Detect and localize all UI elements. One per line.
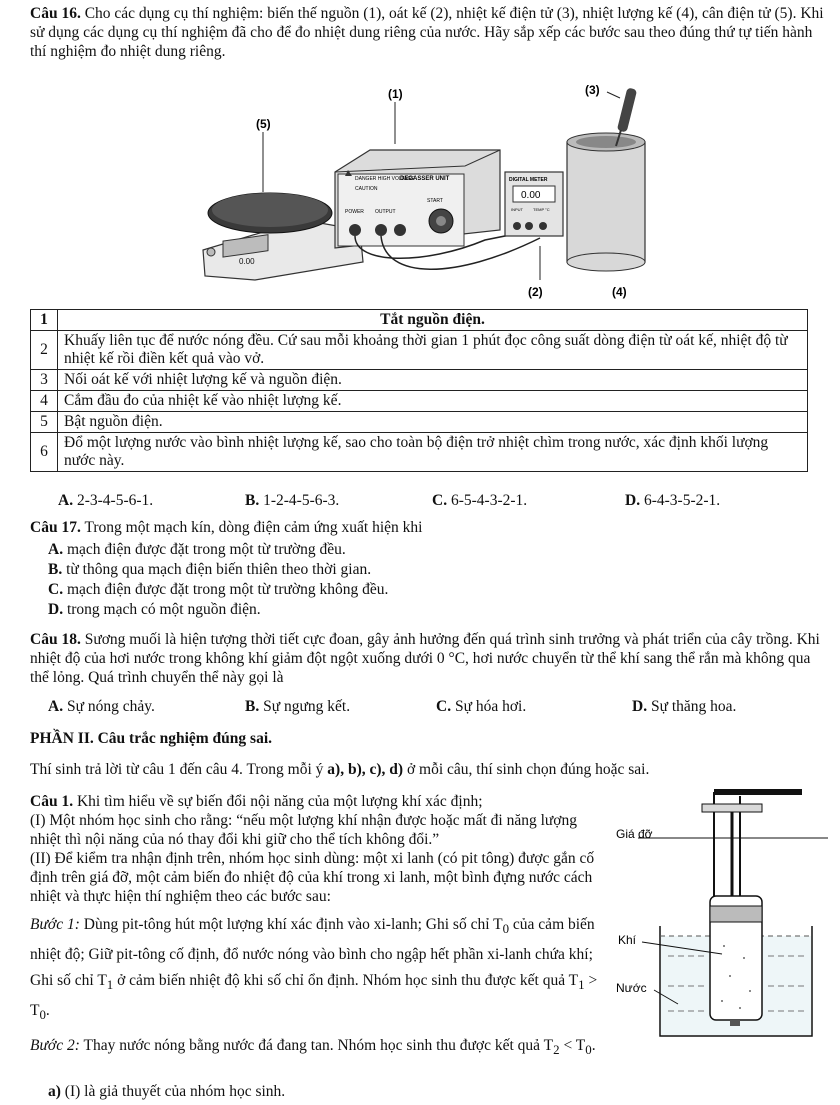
step1-text-d: > T [30,972,598,1020]
option-text: Sự hóa hơi. [454,698,527,715]
caution-label: CAUTION [355,186,378,192]
step-text: Nối oát kế với nhiệt lượng kế và nguồn điện. [58,370,808,391]
output-label: OUTPUT [375,209,396,215]
q1-step2 [30,1034,600,1062]
option-key: D. [632,698,648,715]
step2-text-a: Thay nước nóng bằng nước đá đang tan. Nhóm học sinh thu được kết quả T [83,1037,554,1055]
step2-label: Bước 2: [30,1037,80,1055]
step-text: Tắt nguồn điện. [58,310,808,331]
q16-option-a[interactable] [58,491,153,510]
q16-label: Câu 16. [30,5,81,22]
scale-display-text: 0.00 [239,257,255,266]
callout-4: (4) [612,285,627,299]
label-gas: Khí [618,933,637,947]
option-key: C. [48,581,64,598]
item-text: (I) là giả thuyết của nhóm học sinh. [64,1083,286,1100]
table-row [31,310,808,331]
step-number: 4 [31,391,58,412]
step-text: Bật nguồn điện. [58,412,808,433]
q1-setup: (II) Để kiểm tra nhận định trên, nhóm học sinh dùng: một xi lanh (có pit tông) được gắn cố định trên giá đỡ, một cảm biến đo nhiệt độ của khí trong xi lanh, một bình đựng nước cách nhiệt và thực hiện thí nghiệm theo các bước sau: [30,850,595,905]
table-row [31,412,808,433]
step-number: 6 [31,433,58,472]
table-row [31,370,808,391]
q17-text: Trong một mạch kín, dòng điện cảm ứng xuất hiện khi [84,519,423,536]
q1-body [30,792,600,1062]
degasser-label: DEGASSER UNIT [400,176,450,182]
part2-intro [30,760,825,779]
option-key: D. [625,492,641,509]
table-row [31,433,808,472]
option-key: C. [432,492,448,509]
option-key: A. [48,698,64,715]
power-label: POWER [345,209,364,215]
option-text: 1-2-4-5-6-3. [263,492,340,509]
option-key: A. [48,541,64,558]
option-key: D. [48,601,64,618]
option-key: C. [436,698,452,715]
callout-5: (5) [256,117,271,131]
q17-option-b[interactable] [48,560,371,579]
q17-stem [30,518,825,537]
q16-steps-table [30,309,808,472]
q1-item-a[interactable] [48,1082,285,1101]
option-key: A. [58,492,74,509]
q18-stem [30,630,825,687]
q1-label: Câu 1. [30,793,74,810]
q18-option-d[interactable] [632,697,736,716]
q18-text: Sương muối là hiện tượng thời tiết cực đoan, gây ảnh hưởng đến quá trình sinh trưởng và phát triển của cây trồng. Khi nhiệt độ của hơi nước trong không khí giảm đột ngột xuống dưới 0 °C, hơi nước chuyển từ thể khí sang thể rắn mà không qua thể lỏng. Quá trình chuyển thể này gọi là [30,631,820,686]
q17-option-a[interactable] [48,540,346,559]
subscript: 1 [578,977,585,993]
step-text: Đổ một lượng nước vào bình nhiệt lượng kế, sao cho toàn bộ điện trở nhiệt chìm trong nước, xác định khối lượng nước này. [58,433,808,472]
q16-option-d[interactable] [625,491,720,510]
step1-text-c: ở cảm biến nhiệt độ khi số chỉ ổn định. Nhóm học sinh thu được kết quả T [113,972,579,990]
q18-label: Câu 18. [30,631,81,648]
step1-label: Bước 1: [30,916,80,933]
option-text: mạch điện được đặt trong một từ trường không đều. [66,581,389,598]
callout-2: (2) [528,285,543,299]
subscript: 0 [39,1007,46,1023]
q1-intro-text: Khi tìm hiểu về sự biến đổi nội năng của một lượng khí xác định; [76,793,483,810]
table-row [31,331,808,370]
q17-label: Câu 17. [30,519,81,536]
q17-option-c[interactable] [48,580,388,599]
power-supply [335,150,500,248]
q16-text: Cho các dụng cụ thí nghiệm: biến thế nguồn (1), oát kế (2), nhiệt kế điện tử (3), nhiệt lượng kế (4), cân điện tử (5). Khi sử dụng các dụng cụ thí nghiệm đã cho để đo nhiệt dung riêng của nước. Hãy sắp xếp các bước sau theo đúng thứ tự tiến hành thí nghiệm đo nhiệt dung riêng. [30,5,824,60]
step-text: Khuấy liên tục để nước nóng đều. Cứ sau mỗi khoảng thời gian 1 phút đọc công suất dòng điện từ oát kế, nhiệt độ từ nhiệt kế rồi điền kết quả vào vở. [58,331,808,370]
subscript: 2 [553,1042,560,1058]
q17-option-d[interactable] [48,600,261,619]
q1-cylinder-figure [612,786,830,1046]
step-number: 2 [31,331,58,370]
period: . [591,1037,596,1055]
option-key: B. [245,492,260,509]
digital-meter-label: DIGITAL METER [509,177,548,183]
step1-text-a: Dùng pit-tông hút một lượng khí xác định vào xi-lanh; Ghi số chỉ T [83,916,503,933]
option-text: trong mạch có một nguồn điện. [66,601,261,618]
step-number: 5 [31,412,58,433]
option-text: 6-5-4-3-2-1. [450,492,528,509]
danger-label: DANGER HIGH VOLTAGE [355,176,415,182]
label-water: Nước [616,981,647,995]
part2-title: PHẦN II. Câu trắc nghiệm đúng sai. [30,730,272,747]
q18-option-b[interactable] [245,697,350,716]
option-text: mạch điện được đặt trong một từ trường đều. [66,541,346,558]
option-text: 2-3-4-5-6-1. [76,492,154,509]
input-label: INPUT [511,207,523,212]
q16-stem [30,4,825,61]
table-row [31,391,808,412]
q1-intro [30,792,600,811]
step1-text-b: của cảm biến nhiệt độ; Giữ pit-tông cố định, đổ nước nóng vào bình cho ngập hết phần xi-lanh chứa khí; Ghi số chỉ T [30,916,595,990]
subscript: 1 [106,977,114,993]
wattmeter [505,172,563,236]
option-text: Sự nóng chảy. [66,698,155,715]
calorimeter [567,133,645,271]
callout-1: (1) [388,87,403,101]
start-label: START [427,198,443,204]
q1-hypothesis: (I) Một nhóm học sinh cho rằng: “nếu một lượng khí nhận được hoặc mất đi năng lượng nhiệt thì nội năng của nó thay đổi khi giữ cho thể tích không đổi.” [30,812,577,848]
q1-step1 [30,912,600,1028]
q18-option-a[interactable] [48,697,155,716]
subscript: 0 [502,921,510,937]
option-text: Sự thăng hoa. [650,698,737,715]
step-text: Cắm đầu đo của nhiệt kế vào nhiệt lượng kế. [58,391,808,412]
period: . [45,1002,50,1020]
q16-option-c[interactable] [432,491,527,510]
temp-label: TEMP °C [533,207,550,212]
callout-3: (3) [585,83,600,97]
item-key: a) [48,1083,61,1100]
step-number: 3 [31,370,58,391]
option-key: B. [245,698,260,715]
q16-option-b[interactable] [245,491,339,510]
q18-option-c[interactable] [436,697,526,716]
subscript: 0 [585,1042,592,1058]
option-key: B. [48,561,63,578]
option-text: 6-4-3-5-2-1. [643,492,721,509]
option-text: từ thông qua mạch điện biến thiên theo thời gian. [66,561,372,578]
intro-text-end: ở mỗi câu, thí sinh chọn đúng hoặc sai. [403,761,650,778]
meter-display-text: 0.00 [521,190,541,201]
step-number: 1 [31,310,58,331]
intro-text: Thí sinh trả lời từ câu 1 đến câu 4. Trong mỗi ý [30,761,328,778]
option-text: Sự ngưng kết. [263,698,351,715]
step2-text-b: < T [559,1037,586,1055]
intro-bold-text: a), b), c), d) [327,761,404,778]
label-stand: Giá đỡ [616,827,653,841]
q16-apparatus-figure [195,80,665,306]
